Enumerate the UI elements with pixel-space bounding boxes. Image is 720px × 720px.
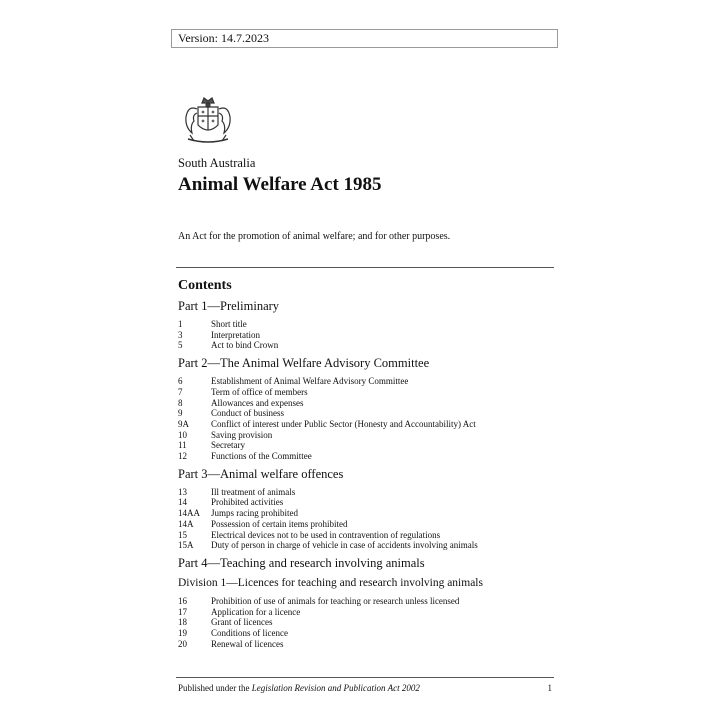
footer-published-prefix: Published under the xyxy=(178,683,252,693)
section-number: 17 xyxy=(178,606,187,617)
section-number: 11 xyxy=(178,440,187,451)
page-number: 1 xyxy=(547,683,552,693)
footer-publication-act: Legislation Revision and Publication Act 2002 xyxy=(251,683,420,693)
section-number: 15A xyxy=(178,540,194,551)
toc-entry[interactable] xyxy=(178,451,554,462)
section-number: 9A xyxy=(178,418,189,429)
toc-entry[interactable] xyxy=(178,408,554,419)
section-number: 14A xyxy=(178,518,194,529)
version-box xyxy=(171,29,558,48)
section-number: 13 xyxy=(178,486,187,497)
section-title: Act to bind Crown xyxy=(211,340,279,351)
section-title: Saving provision xyxy=(211,429,273,440)
section-number: 3 xyxy=(178,329,183,340)
toc-entry[interactable] xyxy=(178,440,554,451)
section-title: Secretary xyxy=(211,440,245,451)
toc-entry[interactable] xyxy=(178,628,554,639)
section-title: Possession of certain items prohibited xyxy=(211,518,348,529)
toc-entry[interactable] xyxy=(178,387,554,398)
toc-entry[interactable] xyxy=(178,330,554,341)
section-number: 8 xyxy=(178,397,183,408)
section-title: Prohibition of use of animals for teaching or research unless licensed xyxy=(211,595,460,606)
part-3 xyxy=(178,466,554,551)
table-of-contents xyxy=(178,278,554,651)
section-title: Term of office of members xyxy=(211,386,308,397)
section-title: Renewal of licences xyxy=(211,638,284,649)
section-title: Electrical devices not to be used in contravention of regulations xyxy=(211,529,441,540)
section-title: Prohibited activities xyxy=(211,497,284,508)
section-title: Allowances and expenses xyxy=(211,397,304,408)
section-title: Conditions of licence xyxy=(211,628,288,639)
section-number: 6 xyxy=(178,376,183,387)
division-heading[interactable]: Division 1—Licences for teaching and research involving animals xyxy=(178,576,483,589)
toc-entry[interactable] xyxy=(178,497,554,508)
section-title: Functions of the Committee xyxy=(211,451,312,462)
section-number: 20 xyxy=(178,638,187,649)
part-heading[interactable]: Part 3—Animal welfare offences xyxy=(178,466,344,481)
section-number: 10 xyxy=(178,429,187,440)
part-heading[interactable]: Part 1—Preliminary xyxy=(178,299,280,313)
long-title: An Act for the promotion of animal welfare; and for other purposes. xyxy=(178,231,451,242)
version-label: Version: 14.7.2023 xyxy=(178,31,269,45)
toc-entry[interactable] xyxy=(178,340,554,351)
footer-divider xyxy=(176,677,554,678)
section-number: 18 xyxy=(178,617,187,628)
part-4 xyxy=(178,555,554,650)
toc-entry[interactable] xyxy=(178,508,554,519)
toc-entry[interactable] xyxy=(178,398,554,409)
section-number: 7 xyxy=(178,386,183,397)
section-title: Duty of person in charge of vehicle in case of accidents involving animals xyxy=(211,540,478,551)
contents-heading: Contents xyxy=(178,278,232,293)
toc-entry[interactable] xyxy=(178,519,554,530)
divider xyxy=(176,267,554,268)
section-title: Grant of licences xyxy=(211,617,273,628)
section-number: 14 xyxy=(178,497,187,508)
footer xyxy=(178,683,554,693)
section-title: Jumps racing prohibited xyxy=(211,508,298,519)
toc-entry[interactable] xyxy=(178,319,554,330)
part-1 xyxy=(178,298,554,351)
act-title: Animal Welfare Act 1985 xyxy=(178,174,382,195)
coat-of-arms-icon xyxy=(180,95,236,147)
part-2 xyxy=(178,355,554,462)
toc-entry[interactable] xyxy=(178,419,554,430)
part-heading[interactable]: Part 2—The Animal Welfare Advisory Committee xyxy=(178,356,430,371)
toc-entry[interactable] xyxy=(178,596,554,607)
toc-entry[interactable] xyxy=(178,376,554,387)
toc-entry[interactable] xyxy=(178,487,554,498)
section-title: Establishment of Animal Welfare Advisory Committee xyxy=(211,376,409,387)
section-number: 9 xyxy=(178,408,183,419)
toc-entry[interactable] xyxy=(178,530,554,541)
toc-entry[interactable] xyxy=(178,430,554,441)
section-number: 15 xyxy=(178,529,187,540)
section-title: Application for a licence xyxy=(211,606,301,617)
section-number: 16 xyxy=(178,595,187,606)
section-title: Ill treatment of animals xyxy=(211,486,296,497)
section-number: 19 xyxy=(178,628,187,639)
toc-entry[interactable] xyxy=(178,639,554,650)
part-heading[interactable]: Part 4—Teaching and research involving animals xyxy=(178,555,425,570)
toc-entry[interactable] xyxy=(178,540,554,551)
section-number: 14AA xyxy=(178,508,200,519)
toc-entry[interactable] xyxy=(178,607,554,618)
section-number: 1 xyxy=(178,319,183,329)
section-title: Conflict of interest under Public Sector (Honesty and Accountability) Act xyxy=(211,418,476,429)
toc-entry[interactable] xyxy=(178,617,554,628)
section-number: 5 xyxy=(178,340,183,351)
section-title: Interpretation xyxy=(211,329,260,340)
section-title: Conduct of business xyxy=(211,408,284,419)
section-number: 12 xyxy=(178,451,187,462)
jurisdiction: South Australia xyxy=(178,156,256,170)
section-title: Short title xyxy=(211,319,247,329)
